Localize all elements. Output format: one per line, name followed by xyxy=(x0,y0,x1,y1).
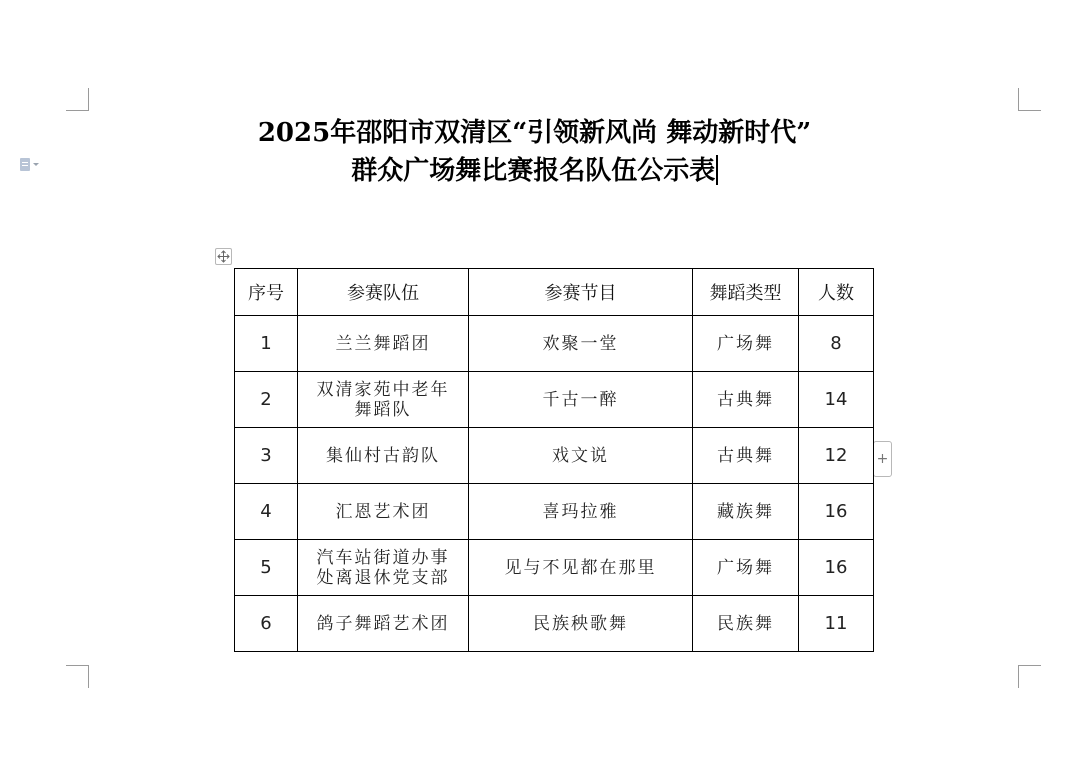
cell-count[interactable]: 11 xyxy=(799,596,874,652)
cell-program[interactable]: 戏文说 xyxy=(469,428,693,484)
cell-no[interactable]: 4 xyxy=(235,484,298,540)
cell-team[interactable]: 鸽子舞蹈艺术团 xyxy=(298,596,469,652)
cell-no[interactable]: 5 xyxy=(235,540,298,596)
document-title-line2 xyxy=(0,150,1069,187)
page-corner-mark xyxy=(1018,665,1041,688)
cell-count[interactable]: 12 xyxy=(799,428,874,484)
cell-dance-type[interactable]: 藏族舞 xyxy=(693,484,799,540)
move-icon xyxy=(217,250,230,263)
cell-no[interactable]: 2 xyxy=(235,372,298,428)
header-team[interactable]: 参赛队伍 xyxy=(298,269,469,316)
add-column-button[interactable] xyxy=(873,441,892,477)
table-row xyxy=(235,484,874,540)
cell-dance-type[interactable]: 古典舞 xyxy=(693,372,799,428)
table-row xyxy=(235,596,874,652)
cell-program[interactable]: 民族秧歌舞 xyxy=(469,596,693,652)
cell-no[interactable]: 6 xyxy=(235,596,298,652)
header-count[interactable]: 人数 xyxy=(799,269,874,316)
registration-table[interactable] xyxy=(234,268,874,652)
document-title-line1: 2025年邵阳市双清区“引领新风尚 舞动新时代” xyxy=(257,118,812,148)
cell-team[interactable]: 汇恩艺术团 xyxy=(298,484,469,540)
plus-icon: + xyxy=(876,451,889,467)
table-header-row xyxy=(235,269,874,316)
table-row xyxy=(235,372,874,428)
cell-dance-type[interactable]: 广场舞 xyxy=(693,316,799,372)
cell-team[interactable] xyxy=(298,540,469,596)
cell-team[interactable] xyxy=(298,372,469,428)
cell-program[interactable]: 欢聚一堂 xyxy=(469,316,693,372)
cell-count[interactable]: 14 xyxy=(799,372,874,428)
cell-program[interactable]: 千古一醉 xyxy=(469,372,693,428)
cell-team-text: 汽车站街道办事处离退休党支部 xyxy=(316,547,450,588)
cell-dance-type[interactable]: 民族舞 xyxy=(693,596,799,652)
table-row xyxy=(235,540,874,596)
cell-team[interactable]: 集仙村古韵队 xyxy=(298,428,469,484)
table-row xyxy=(235,316,874,372)
cell-dance-type[interactable]: 古典舞 xyxy=(693,428,799,484)
cell-program[interactable]: 见与不见都在那里 xyxy=(469,540,693,596)
table-row xyxy=(235,428,874,484)
cell-count[interactable]: 16 xyxy=(799,484,874,540)
cell-team[interactable]: 兰兰舞蹈团 xyxy=(298,316,469,372)
page-corner-mark xyxy=(66,88,89,111)
document-title-line2-text: 群众广场舞比赛报名队伍公示表 xyxy=(351,156,716,186)
text-cursor xyxy=(716,155,718,185)
cell-team-text: 双清家苑中老年舞蹈队 xyxy=(316,379,450,420)
cell-program[interactable]: 喜玛拉雅 xyxy=(469,484,693,540)
page-corner-mark xyxy=(66,665,89,688)
page-corner-mark xyxy=(1018,88,1041,111)
cell-count[interactable]: 8 xyxy=(799,316,874,372)
cell-no[interactable]: 3 xyxy=(235,428,298,484)
cell-count[interactable]: 16 xyxy=(799,540,874,596)
header-dance-type[interactable]: 舞蹈类型 xyxy=(693,269,799,316)
table-move-handle[interactable] xyxy=(215,248,232,265)
cell-dance-type[interactable]: 广场舞 xyxy=(693,540,799,596)
header-no[interactable]: 序号 xyxy=(235,269,298,316)
header-program[interactable]: 参赛节目 xyxy=(469,269,693,316)
cell-no[interactable]: 1 xyxy=(235,316,298,372)
